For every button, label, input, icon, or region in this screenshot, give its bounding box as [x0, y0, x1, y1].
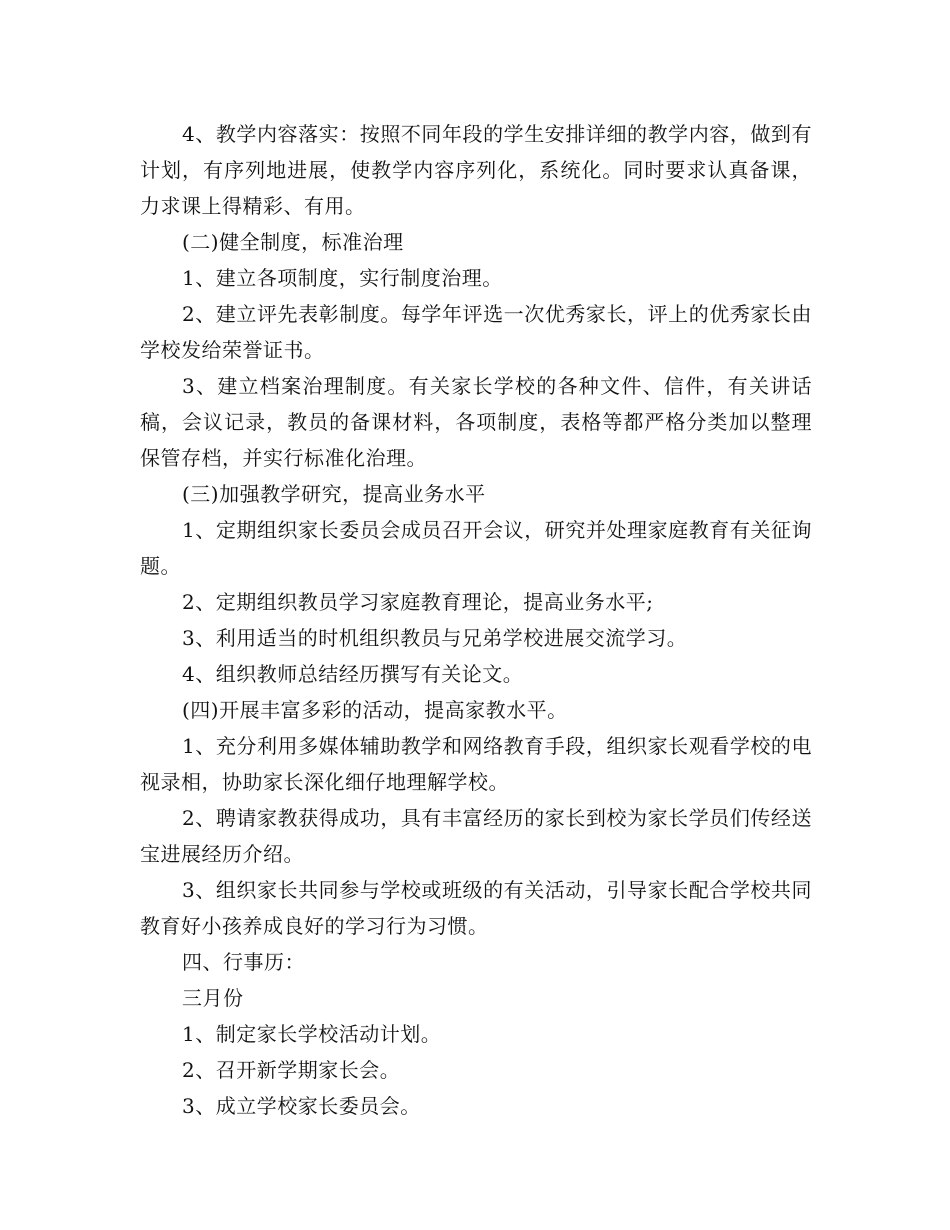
paragraph: 3、建立档案治理制度。有关家长学校的各种文件、信件，有关讲话稿，会议记录，教员的备课材料，各项制度，表格等都严格分类加以整理保管存档，并实行标准化治理。 [140, 374, 812, 470]
paragraph: 1、制定家长学校活动计划。 [182, 1022, 442, 1046]
paragraph: 3、成立学校家长委员会。 [182, 1094, 421, 1118]
month-heading: 三月份 [182, 986, 244, 1010]
section-heading: (四)开展丰富多彩的活动，提高家教水平。 [182, 698, 568, 722]
section-heading: (三)加强教学研究，提高业务水平 [182, 482, 486, 506]
document-body [140, 116, 812, 1124]
paragraph: 4、组织教师总结经历撰写有关论文。 [182, 662, 524, 686]
paragraph: 2、召开新学期家长会。 [182, 1058, 401, 1082]
paragraph: 1、定期组织家长委员会成员召开会议，研究并处理家庭教育有关征询题。 [140, 518, 812, 578]
paragraph: 2、建立评先表彰制度。每学年评选一次优秀家长，评上的优秀家长由学校发给荣誉证书。 [140, 302, 812, 362]
section-heading: 四、行事历： [182, 950, 305, 974]
paragraph: 1、建立各项制度，实行制度治理。 [182, 266, 503, 290]
paragraph: 1、充分利用多媒体辅助教学和网络教育手段，组织家长观看学校的电视录相，协助家长深化细仔地理解学校。 [140, 734, 812, 794]
paragraph: 3、利用适当的时机组织教员与兄弟学校进展交流学习。 [182, 626, 688, 650]
paragraph: 2、定期组织教员学习家庭教育理论，提高业务水平; [182, 590, 654, 614]
paragraph: 4、教学内容落实：按照不同年段的学生安排详细的教学内容，做到有计划，有序列地进展，使教学内容序列化，系统化。同时要求认真备课，力求课上得精彩、有用。 [140, 122, 812, 218]
paragraph: 3、组织家长共同参与学校或班级的有关活动，引导家长配合学校共同教育好小孩养成良好的学习行为习惯。 [140, 878, 812, 938]
paragraph: 2、聘请家教获得成功，具有丰富经历的家长到校为家长学员们传经送宝进展经历介绍。 [140, 806, 812, 866]
section-heading: (二)健全制度，标准治理 [182, 230, 404, 254]
